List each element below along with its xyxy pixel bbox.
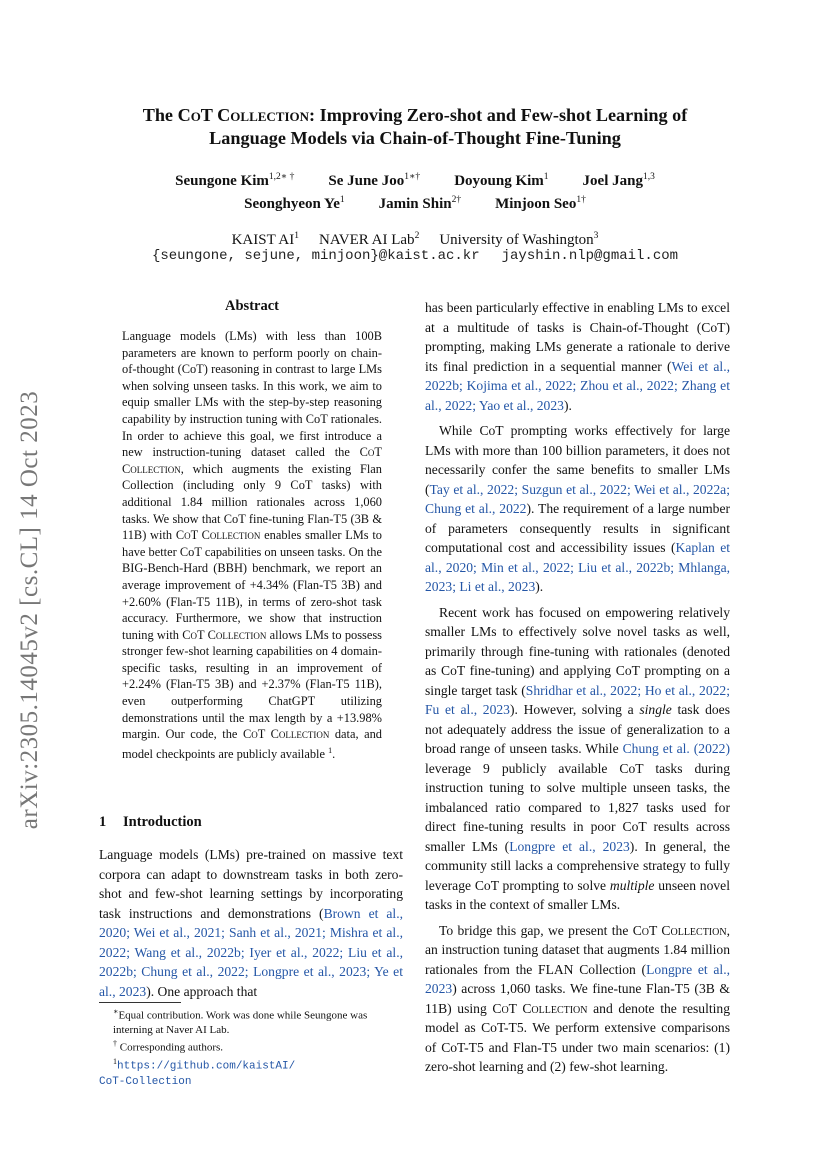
paper-title xyxy=(90,104,740,150)
citation-link[interactable]: Kaplan et al., 2020; Min et al., 2022; Liu et al., 2022b; Mhlanga, 2023; Li et al., 2023 xyxy=(425,540,731,594)
author: Seonghyeon Ye$^1$ xyxy=(244,195,345,212)
author: Se June Joo$^{1∗\dagger}$ xyxy=(328,172,421,189)
footnotes xyxy=(99,1005,404,1089)
title-line-1: The CoT Collection: Improving Zero-shot and Few-shot Learning of xyxy=(142,105,688,125)
contact-emails xyxy=(90,247,740,266)
intro-paragraph-3: Recent work has focused on empowering relatively smaller LMs to effectively solve novel tasks as well, primarily through fine-tuning with rationales (denoted as CoT fine-tuning) and applying CoT prompting on a single target task (Shridhar et al., 2022; Ho et al., 2022; Fu et al., 2023). However, solving a single task does not adequately address the issue of generalization to a broad range of unseen tasks. While Chung et al. (2022) leverage 9 publicly available CoT tasks during instruction tuning to solve multiple unseen tasks, the imbalanced ratio compared to 1,827 tasks used for direct fine-tuning results in poor CoT results across smaller LMs (Longpre et al., 2023). In general, the community still lacks a comprehensive strategy to fully leverage CoT prompting to solve multiple unseen novel tasks in the context of smaller LMs. xyxy=(425,604,731,912)
footnote-ref[interactable]: 1 xyxy=(328,745,333,755)
right-column xyxy=(425,298,730,1077)
author-row-2 xyxy=(90,191,740,214)
abstract-heading: Abstract xyxy=(225,298,279,314)
affiliation: KAIST $AI^1$ xyxy=(231,231,299,248)
affiliation: NAVER AI Lab$^2$ xyxy=(319,231,420,248)
arxiv-identifier: arXiv:2305.14045v2 [cs.CL] 14 Oct 2023 xyxy=(16,390,43,830)
affiliation: University of Washington$^3$ xyxy=(439,231,599,248)
citation-link[interactable]: Wei et al., 2022b; Kojima et al., 2022; Zhou et al., 2022; Zhang et al., 2022; Yao et al., 2023 xyxy=(425,358,730,413)
footnote-corresponding: † Corresponding authors. xyxy=(113,1039,224,1054)
author: Minjoon Seo$^{1\dagger}$ xyxy=(495,195,586,212)
footnote-equal-contribution: ∗Equal contribution. Work was done while Seungone was interning at Naver AI Lab. xyxy=(113,1007,368,1036)
footnote-code-link: $^1$https://github.com/kaistAI/ xyxy=(113,1056,296,1073)
email-kaist[interactable]: {seungone, sejune, minjoon}@kaist.ac.kr xyxy=(151,248,480,264)
citation-link[interactable]: Longpre et al., 2023 xyxy=(425,961,730,996)
github-url[interactable]: https://github.com/kaistAI/ xyxy=(117,1060,296,1073)
abstract-body: Language models (LMs) with less than 100B parameters are known to perform poorly on chain-of-thought (CoT) reasoning in contrast to large LMs when solving unseen tasks. In this work, we aim to equip smaller LMs with the step-by-step reasoning capability by instruction tuning with CoT rationales. In order to achieve this goal, we first introduce a new instruction-tuning dataset called the CoT Collection, which augments the existing Flan Collection (including only 9 CoT tasks) with additional 1.84 million rationales across 1,060 tasks. We show that CoT fine-tuning Flan-T5 (3B & 11B) with CoT Collection enables smaller LMs to have better CoT capabilities on unseen tasks. On the BIG-Bench-Hard (BBH) benchmark, we report an average improvement of +4.34% (Flan-T5 3B) and +2.60% (Flan-T5 11B), in terms of zero-shot task accuracy. Furthermore, we show that instruction tuning with CoT Collection allows LMs to possess stronger few-shot learning capabilities on 4 domain-specific tasks, resulting in an improvement of +2.24% (Flan-T5 3B) and +2.37% (Flan-T5 11B), even outperforming ChatGPT utilizing demonstrations until the max length by a +13.98% margin. Our code, the CoT Collection data, and model checkpoints are publicly available $^1$. xyxy=(122,329,383,761)
github-url-continued[interactable]: CoT-Collection xyxy=(99,1075,192,1088)
title-dataset-name: CoT Collection xyxy=(177,105,310,125)
author: Seungone Kim$^{1,2∗ \dagger}$ xyxy=(175,172,295,189)
footnote-divider xyxy=(99,1002,181,1003)
intro-paragraph-4: To bridge this gap, we present the CoT Collection, an instruction tuning dataset that augments 1.84 million rationales from the FLAN Collection (Longpre et al., 2023) across 1,060 tasks. We fine-tune Flan-T5 (3B & 11B) using CoT Collection and denote the resulting model as CoT-T5. We perform extensive comparisons of CoT-T5 and Flan-T5 under two main scenarios: (1) zero-shot learning and (2) few-shot learning. xyxy=(425,922,730,1074)
citation-link[interactable]: Chung et al. (2022) xyxy=(622,741,730,756)
intro-paragraph-1-continued: has been particularly effective in enabling LMs to excel at a multitude of tasks is Chain-of-Thought (CoT) prompting, making LMs generate a rationale to derive its final prediction in a sequential manner (Wei et al., 2022b; Kojima et al., 2022; Zhou et al., 2022; Zhang et al., 2022; Yao et al., 2023). xyxy=(425,300,730,413)
intro-paragraph-2: While CoT prompting works effectively for large LMs with more than 100 billion parameters, it does not necessarily confer the same benefits to smaller LMs (Tay et al., 2022; Suzgun et al., 2022; Wei et al., 2022a; Chung et al., 2022). The requirement of a large number of parameters consequently results in significant computational cost and accessibility issues (Kaplan et al., 2020; Min et al., 2022; Liu et al., 2022b; Mhlanga, 2023; Li et al., 2023). xyxy=(425,423,731,594)
title-line-2: Language Models via Chain-of-Thought Fine-Tuning xyxy=(209,128,621,148)
author: Doyoung Kim$^1$ xyxy=(454,172,549,189)
author-list xyxy=(90,168,740,214)
author-row-1 xyxy=(90,168,740,191)
author: Joel Jang$^{1,3}$ xyxy=(582,172,655,189)
intro-paragraph-1: Language models (LMs) pre-trained on massive text corpora can adapt to downstream tasks in both zero-shot and few-shot learning settings by incorporating task instructions and demonstrations (Brown et al., 2020; Wei et al., 2021; Sanh et al., 2021; Mishra et al., 2022; Wang et al., 2022b; Iyer et al., 2022; Liu et al., 2022b; Chung et al., 2022; Longpre et al., 2023; Ye et al., 2023). One approach that xyxy=(99,847,403,999)
citation-link[interactable]: Tay et al., 2022; Suzgun et al., 2022; Wei et al., 2022a; Chung et al., 2022 xyxy=(425,481,730,516)
citation-link[interactable]: Brown et al., 2020; Wei et al., 2021; Sanh et al., 2021; Mishra et al., 2022; Wang et al., 2022b; Iyer et al., 2022; Liu et al., 2022b; Chung et al., 2022; Longpre et al., 2023; Ye et al., 2023 xyxy=(99,905,403,999)
citation-link[interactable]: Shridhar et al., 2022; Ho et al., 2022; Fu et al., 2023 xyxy=(425,682,731,717)
citation-link[interactable]: Longpre et al., 2023 xyxy=(509,838,630,854)
section-heading-introduction: 1 Introduction xyxy=(99,814,202,830)
email-gmail[interactable]: jayshin.nlp@gmail.com xyxy=(501,248,679,264)
arxiv-margin-stamp xyxy=(10,360,50,860)
author: Jamin Shin$^{2\dagger}$ xyxy=(378,195,462,212)
